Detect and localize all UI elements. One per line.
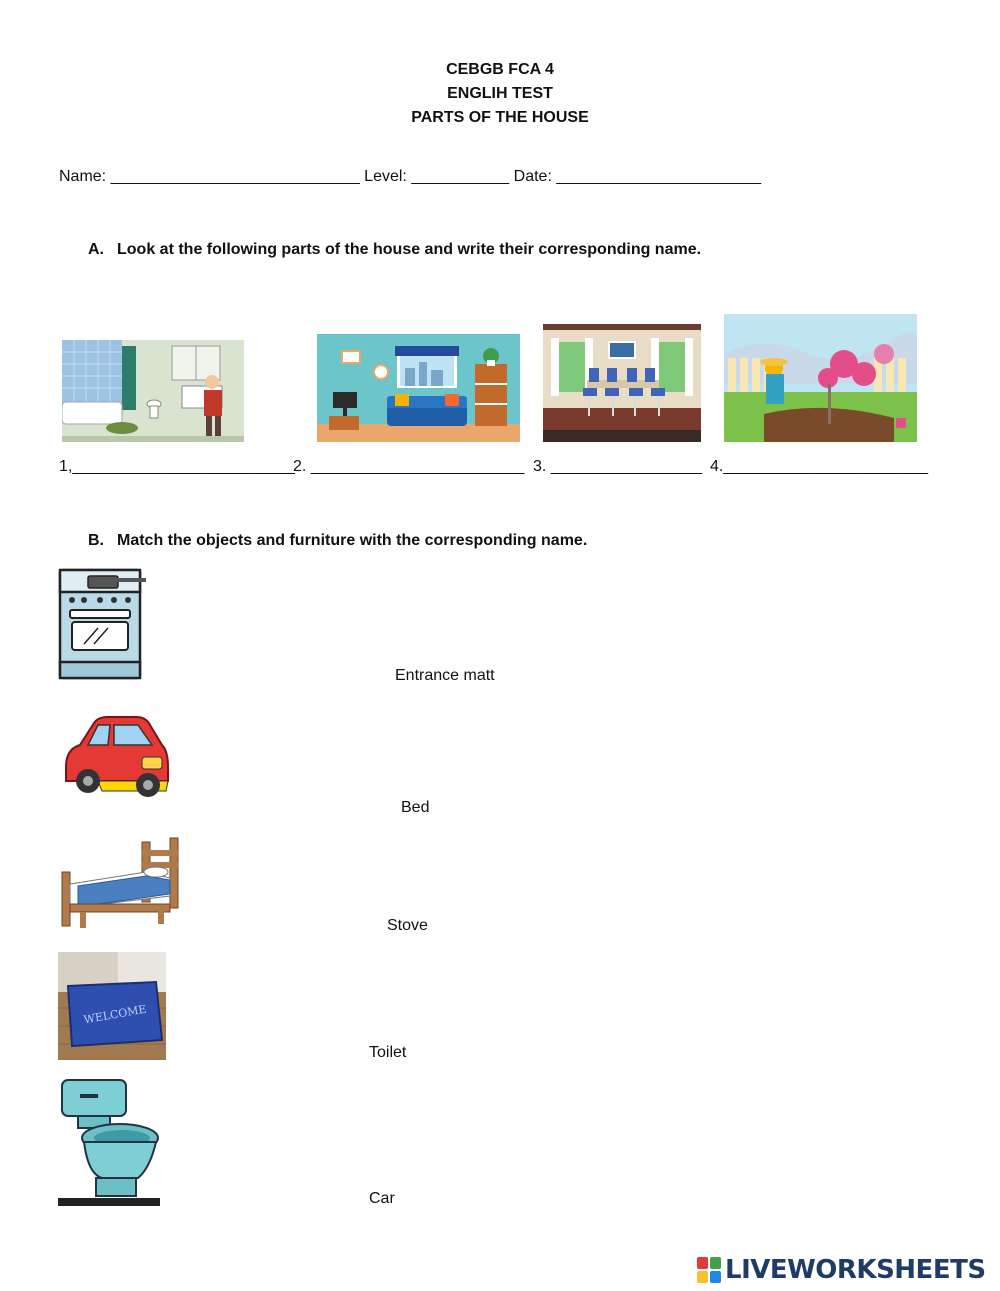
stove-picture[interactable] xyxy=(58,566,148,684)
liveworksheets-logo-text: LIVEWORKSHEETS xyxy=(725,1255,986,1285)
welcome-mat-text: WELCOME xyxy=(82,1002,148,1027)
student-info-fields[interactable]: Name: ____________________________ Level: ___________ Date: _______________________ xyxy=(59,168,761,185)
section-b-instruction: Match the objects and furniture with the corresponding name. xyxy=(117,532,588,549)
match-word-toilet[interactable]: Toilet xyxy=(369,1044,407,1061)
match-word-bed[interactable]: Bed xyxy=(401,799,430,816)
toilet-picture[interactable] xyxy=(58,1078,160,1206)
worksheet-title-test: ENGLIH TEST xyxy=(447,85,553,102)
section-b-letter: B. xyxy=(88,532,104,549)
dining-room-picture xyxy=(543,324,701,442)
section-a-instruction: Look at the following parts of the house and write their corresponding name. xyxy=(117,241,702,258)
answer-blank-3[interactable]: 3. _________________ xyxy=(533,458,703,475)
match-word-stove[interactable]: Stove xyxy=(387,917,428,934)
car-picture[interactable] xyxy=(58,705,170,803)
answer-blank-1[interactable]: 1,_________________________ xyxy=(59,458,295,475)
welcome-mat-picture[interactable] xyxy=(58,952,166,1060)
living-room-picture xyxy=(317,334,520,442)
liveworksheets-logo[interactable] xyxy=(697,1254,993,1286)
worksheet-title-topic: PARTS OF THE HOUSE xyxy=(411,109,589,126)
worksheet-title-school: CEBGB FCA 4 xyxy=(446,61,554,78)
match-word-entrance-matt[interactable]: Entrance matt xyxy=(395,667,495,684)
match-word-car[interactable]: Car xyxy=(369,1190,395,1207)
garden-picture xyxy=(724,314,917,442)
section-a-heading xyxy=(88,241,701,259)
liveworksheets-logo-icon xyxy=(697,1257,721,1283)
answer-blank-4[interactable]: 4._______________________ xyxy=(710,458,929,475)
section-a-letter: A. xyxy=(88,241,104,258)
section-b-heading xyxy=(88,532,587,550)
bed-picture[interactable] xyxy=(58,832,182,932)
bathroom-picture xyxy=(62,340,244,442)
answer-blank-2[interactable]: 2. ________________________ xyxy=(293,458,525,475)
